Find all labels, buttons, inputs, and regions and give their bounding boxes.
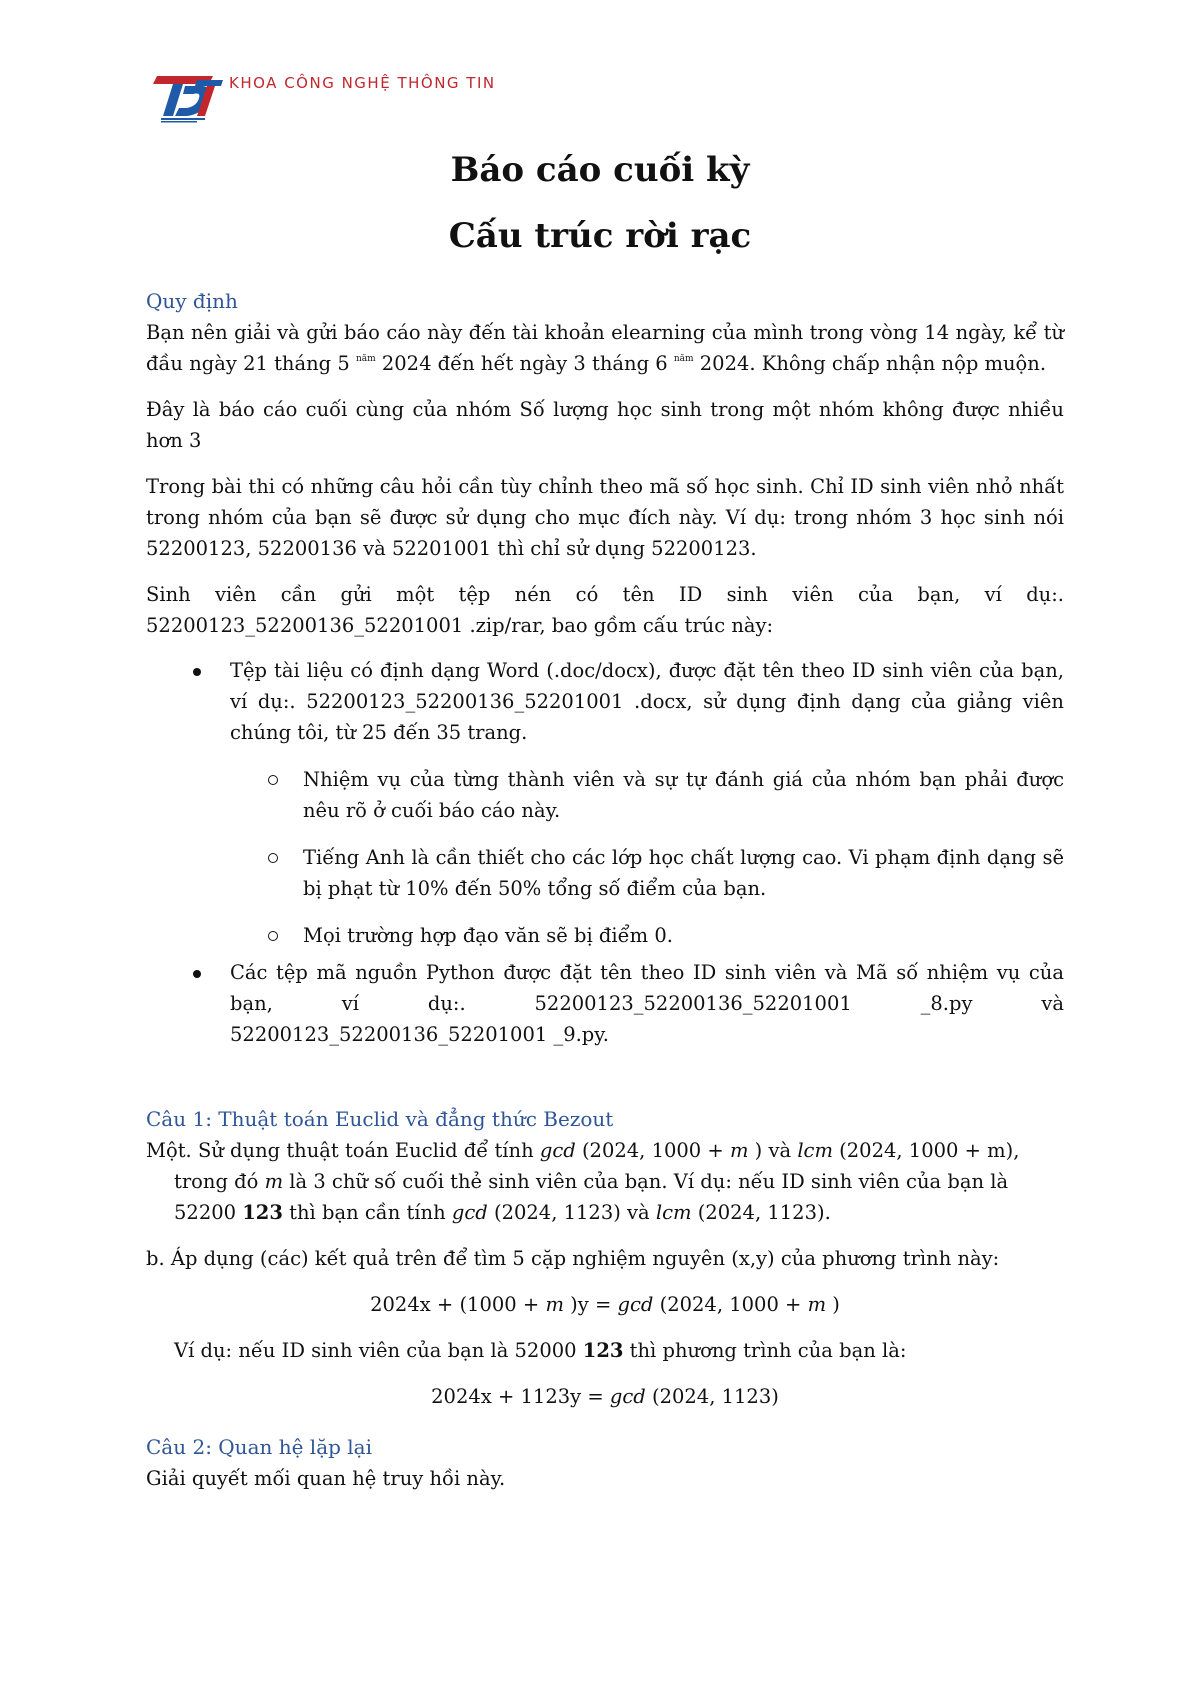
rules-paragraph-submission: Sinh viên cần gửi một tệp nén có tên ID sinh viên của bạn, ví dụ:. 52200123_52200136_52201001 .zip/rar, bao gồm cấu trúc này:	[146, 583, 1064, 637]
report-title: Báo cáo cuối kỳ	[450, 150, 750, 190]
rules-paragraph-group: Đây là báo cáo cuối cùng của nhóm Số lượng học sinh trong một nhóm không được nhiều hơn 3	[146, 398, 1064, 452]
document-body	[146, 286, 1064, 1494]
course-title: Cấu trúc rời rạc	[448, 216, 752, 256]
rules-paragraph-id: Trong bài thi có những câu hỏi cần tùy chỉnh theo mã số học sinh. Chỉ ID sinh viên nhỏ nhất trong nhóm của bạn sẽ được sử dụng cho mục đích này. Ví dụ: trong nhóm 3 học sinh nói 52200123, 52200136 và 52201001 thì chỉ sử dụng 52200123.	[146, 475, 1064, 560]
sub-list	[230, 764, 1064, 951]
bullet-dot-icon	[193, 970, 201, 978]
bullet-dot-icon	[193, 668, 201, 676]
sub-list-item: Mọi trường hợp đạo văn sẽ bị điểm 0.	[146, 920, 1064, 951]
question-1b: b. Áp dụng (các) kết quả trên để tìm 5 cặp nghiệm nguyên (x,y) của phương trình này:	[146, 1247, 1000, 1270]
equation-example-intro: Ví dụ: nếu ID sinh viên của bạn là 52000 123 thì phương trình của bạn là:	[174, 1339, 907, 1362]
circle-bullet-icon	[268, 853, 278, 863]
equation-example: 2024x + 1123y = gcd (2024, 1123)	[431, 1385, 779, 1408]
faculty-name: KHOA CÔNG NGHỆ THÔNG TIN	[229, 74, 496, 92]
question-2-text: Giải quyết mối quan hệ truy hồi này.	[146, 1467, 506, 1490]
list-item: Tệp tài liệu có định dạng Word (.doc/docx), được đặt tên theo ID sinh viên của bạn, ví dụ:. 52200123_52200136_52201001 .docx, sử dụng định dạng của giảng viên chúng tôi, từ 25 đến 35 trang. Nhiệm vụ của từng thành viên và sự tự đánh giá của nhóm bạn phải được nêu rõ ở cuối báo cáo này. Tiếng Anh là cần thiết cho các lớp học chất lượng cao. Vi phạm định dạng sẽ bị phạt từ 10% đến 50% tổng số điểm của bạn. Mọi trường hợp đạo văn sẽ bị điểm 0.	[146, 655, 1064, 951]
list-item: Các tệp mã nguồn Python được đặt tên theo ID sinh viên và Mã số nhiệm vụ của bạn, ví dụ:. 52200123_52200136_52201001 _8.py và 52200123_52200136_52201001 _9.py.	[146, 957, 1064, 1050]
page-header	[143, 66, 496, 124]
submission-list	[146, 655, 1064, 1050]
rules-heading: Quy định	[146, 289, 238, 313]
question-2-heading: Câu 2: Quan hệ lặp lại	[146, 1435, 372, 1459]
rules-paragraph-deadline: Bạn nên giải và gửi báo cáo này đến tài khoản elearning của mình trong vòng 14 ngày, kể từ đầu ngày 21 tháng 5 $^{năm}$ 2024 đến hết ngày 3 tháng 6 $^{năm}$ 2024. Không chấp nhận nộp muộn.	[146, 321, 1064, 375]
sub-list-item: Nhiệm vụ của từng thành viên và sự tự đánh giá của nhóm bạn phải được nêu rõ ở cuối báo cáo này.	[146, 764, 1064, 826]
tdt-logo	[143, 66, 227, 124]
circle-bullet-icon	[268, 931, 278, 941]
sub-list-item: Tiếng Anh là cần thiết cho các lớp học chất lượng cao. Vi phạm định dạng sẽ bị phạt từ 10% đến 50% tổng số điểm của bạn.	[146, 842, 1064, 904]
question-1-heading: Câu 1: Thuật toán Euclid và đẳng thức Bezout	[146, 1107, 614, 1131]
question-2	[146, 1432, 1064, 1494]
equation-general: 2024x + (1000 + m )y = gcd (2024, 1000 + m )	[370, 1293, 840, 1316]
question-1a: Một. Sử dụng thuật toán Euclid để tính gcd (2024, 1000 + m ) và lcm (2024, 1000 + m), trong đó m là 3 chữ số cuối thẻ sinh viên của bạn. Ví dụ: nếu ID sinh viên của bạn là 52200 123 thì bạn cần tính gcd (2024, 1123) và lcm (2024, 1123).	[146, 1139, 1020, 1224]
circle-bullet-icon	[268, 775, 278, 785]
question-1	[146, 1104, 1064, 1412]
